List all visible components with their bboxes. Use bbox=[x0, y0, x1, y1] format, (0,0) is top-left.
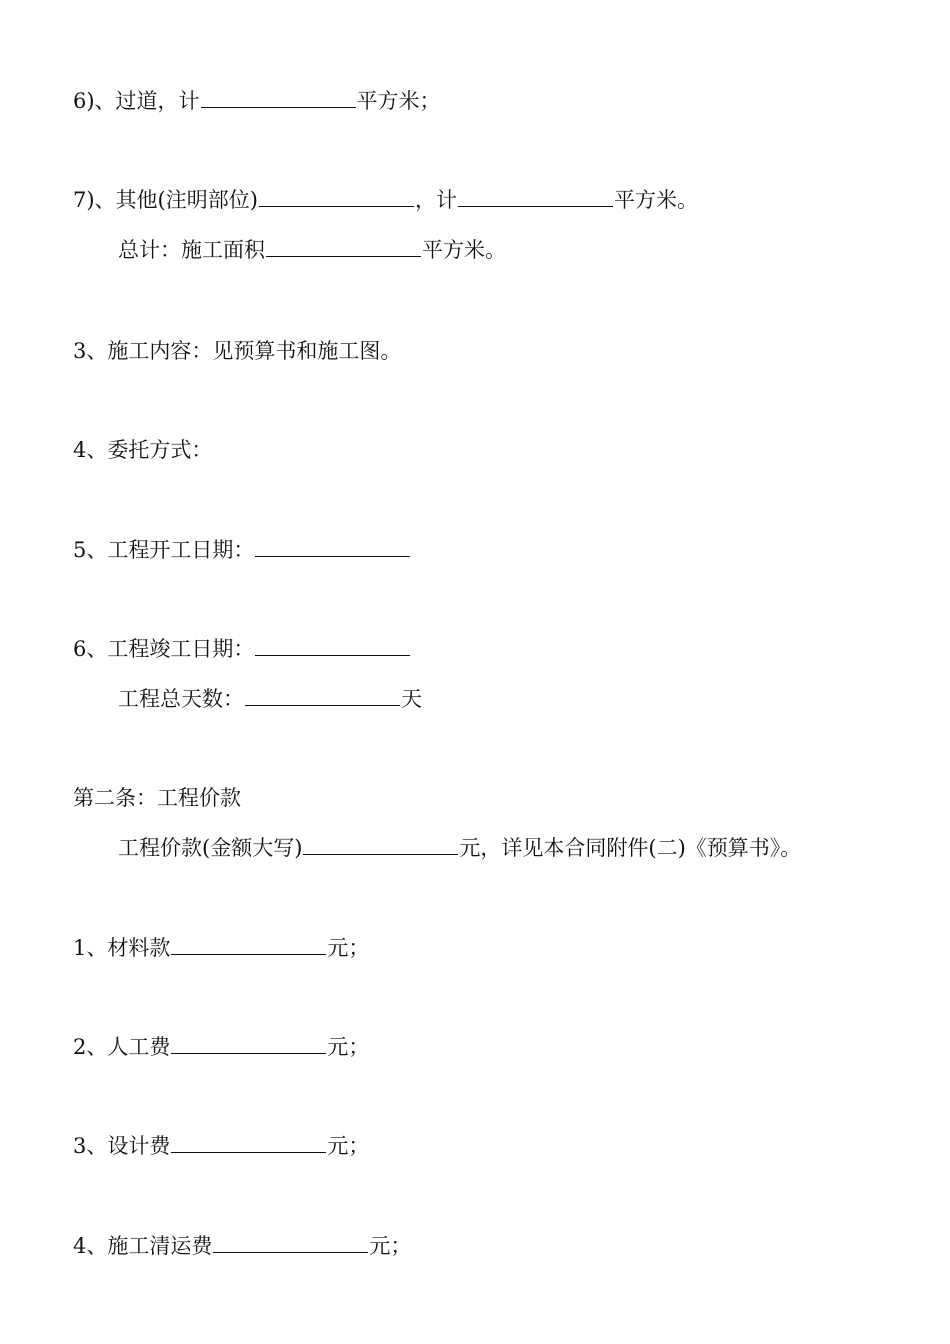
line-design-cost bbox=[73, 1132, 369, 1160]
line-text: 元； bbox=[327, 1134, 370, 1158]
line-project-price bbox=[118, 834, 801, 862]
blank-field[interactable] bbox=[266, 236, 421, 257]
line-labor-cost bbox=[73, 1033, 369, 1061]
line-text: ，计 bbox=[414, 188, 457, 212]
line-text: 1、材料款 bbox=[73, 936, 171, 960]
line-total-area bbox=[118, 236, 506, 264]
blank-field[interactable] bbox=[259, 186, 414, 207]
line-commission-method bbox=[73, 436, 212, 464]
line-cleanup-cost bbox=[73, 1232, 411, 1260]
line-completion-date bbox=[73, 635, 411, 663]
blank-field[interactable] bbox=[255, 536, 410, 557]
line-total-days bbox=[118, 685, 422, 713]
line-other-area bbox=[73, 186, 698, 214]
line-text: 平方米。 bbox=[422, 238, 506, 262]
line-start-date bbox=[73, 536, 411, 564]
section-heading-price bbox=[73, 784, 241, 812]
line-text: 5、工程开工日期： bbox=[73, 538, 255, 562]
line-text: 元，详见本合同附件(二)《预算书》。 bbox=[459, 836, 802, 860]
blank-field[interactable] bbox=[303, 834, 458, 855]
line-text: 4、委托方式： bbox=[73, 438, 213, 462]
line-text: 平方米； bbox=[356, 89, 441, 113]
blank-field[interactable] bbox=[245, 685, 400, 706]
line-text: 第二条：工程价款 bbox=[73, 786, 241, 810]
line-text: 平方米。 bbox=[613, 188, 698, 212]
blank-field[interactable] bbox=[171, 1033, 326, 1054]
line-text: 元； bbox=[327, 1035, 370, 1059]
line-text: 6)、过道，计 bbox=[73, 89, 200, 113]
line-construction-content bbox=[73, 337, 401, 365]
blank-field[interactable] bbox=[213, 1232, 368, 1253]
line-text: 总计：施工面积 bbox=[118, 238, 265, 262]
line-text: 3、施工内容：见预算书和施工图。 bbox=[73, 339, 402, 363]
line-text: 3、设计费 bbox=[73, 1134, 171, 1158]
line-text: 2、人工费 bbox=[73, 1035, 171, 1059]
line-aisle-area bbox=[73, 87, 441, 115]
line-text: 6、工程竣工日期： bbox=[73, 637, 255, 661]
line-text: 工程总天数： bbox=[118, 687, 244, 711]
blank-field[interactable] bbox=[458, 186, 613, 207]
line-text: 元； bbox=[369, 1234, 412, 1258]
blank-field[interactable] bbox=[171, 1132, 326, 1153]
line-text: 天 bbox=[401, 687, 422, 711]
blank-field[interactable] bbox=[255, 635, 410, 656]
line-text: 元； bbox=[327, 936, 370, 960]
line-text: 7)、其他(注明部位) bbox=[73, 188, 258, 212]
line-text: 4、施工清运费 bbox=[73, 1234, 213, 1258]
blank-field[interactable] bbox=[201, 87, 356, 108]
blank-field[interactable] bbox=[171, 934, 326, 955]
line-material-cost bbox=[73, 934, 369, 962]
line-text: 工程价款(金额大写) bbox=[118, 836, 303, 860]
